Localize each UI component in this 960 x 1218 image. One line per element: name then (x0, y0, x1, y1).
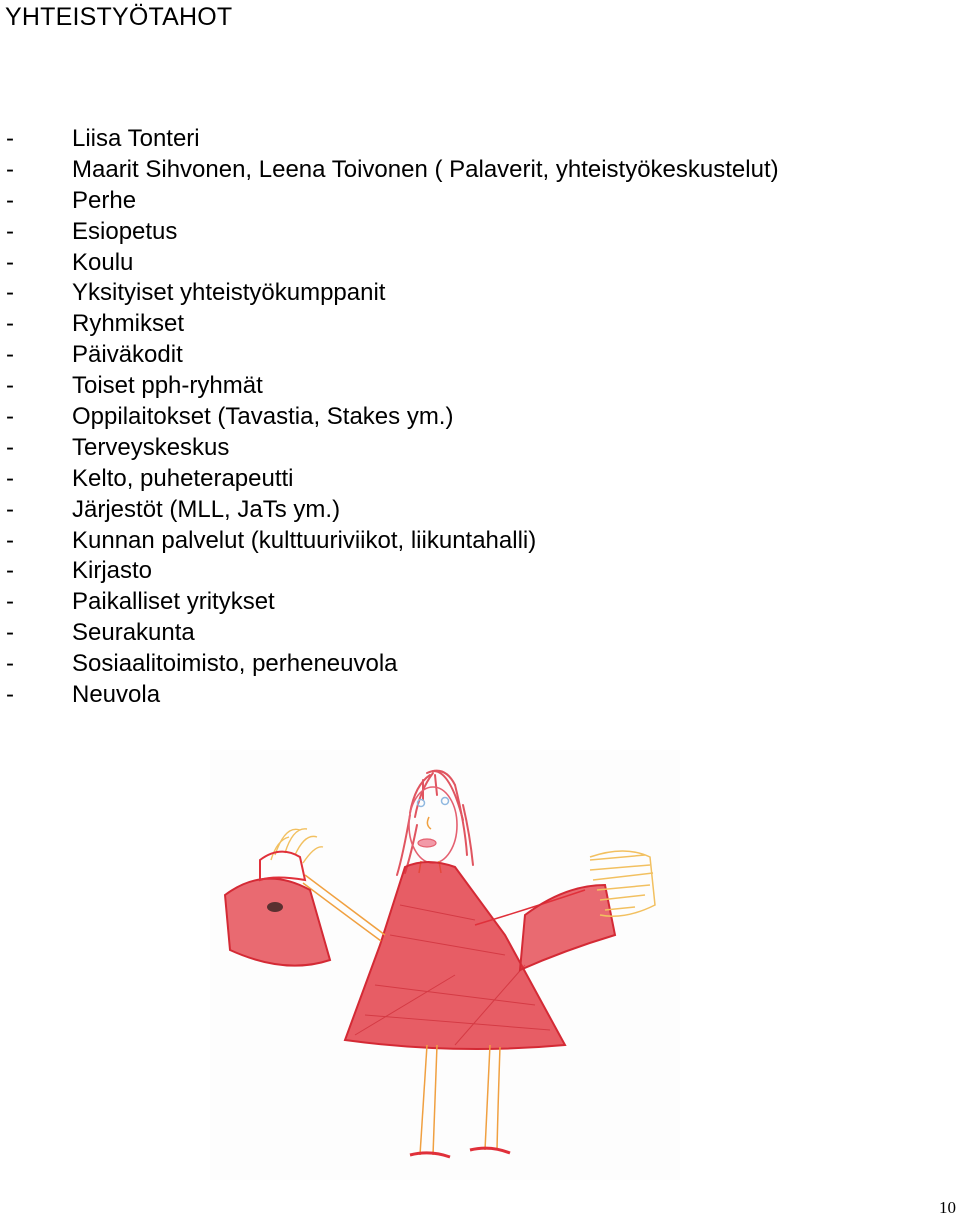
page-heading: YHTEISTYÖTAHOT (5, 3, 233, 31)
list-item-text: Ryhmikset (72, 310, 185, 338)
list-bullet: - (6, 372, 14, 400)
list-item-text: Liisa Tonteri (72, 125, 200, 152)
list-item-text: Kelto, puheterapeutti (72, 464, 294, 492)
left-object-eye (267, 902, 283, 912)
list-item-text: Maarit Sihvonen, Leena Toivonen ( Palaverit, yhteistyökeskustelut) (72, 155, 779, 183)
list-item-text: Yksityiset yhteistyökumppanit (72, 279, 386, 307)
list-bullet: - (6, 217, 14, 245)
list-item-text: Oppilaitokset (Tavastia, Stakes ym.) (72, 403, 454, 431)
list-bullet: - (6, 125, 14, 152)
list-bullet: - (6, 619, 14, 647)
list-bullet: - (6, 681, 14, 709)
list-item-text: Seurakunta (72, 619, 195, 647)
list-bullet: - (6, 464, 14, 492)
list-bullet: - (6, 588, 14, 616)
list-item-text: Kirjasto (72, 557, 153, 585)
list-item-text: Sosiaalitoimisto, perheneuvola (72, 650, 398, 678)
page-number: 10 (939, 1198, 956, 1217)
list-bullet: - (6, 433, 14, 461)
list-item-text: Toiset pph-ryhmät (72, 372, 263, 400)
list-item-text: Järjestöt (MLL, JaTs ym.) (72, 495, 341, 523)
list-item-text: Koulu (72, 248, 134, 276)
list-bullet: - (6, 186, 14, 214)
list-bullet: - (6, 403, 14, 431)
list-item-text: Päiväkodit (72, 341, 183, 369)
list-bullet: - (6, 495, 14, 523)
mouth (418, 839, 436, 847)
list-bullet: - (6, 279, 14, 307)
list-item-text: Paikalliset yritykset (72, 588, 275, 616)
list-bullet: - (6, 341, 14, 369)
list-item-text: Neuvola (72, 681, 161, 709)
list-bullet: - (6, 155, 14, 183)
list-item-text: Perhe (72, 186, 137, 214)
list-bullet: - (6, 248, 14, 276)
list-bullet: - (6, 650, 14, 678)
child-drawing (205, 745, 685, 1185)
list-item-text: Esiopetus (72, 217, 178, 245)
list-item-text: Terveyskeskus (72, 433, 230, 461)
list-bullet: - (6, 310, 14, 338)
list-bullet: - (6, 557, 14, 585)
list-item-text: Kunnan palvelut (kulttuuriviikot, liikuntahalli) (72, 526, 537, 554)
list-bullet: - (6, 526, 14, 554)
